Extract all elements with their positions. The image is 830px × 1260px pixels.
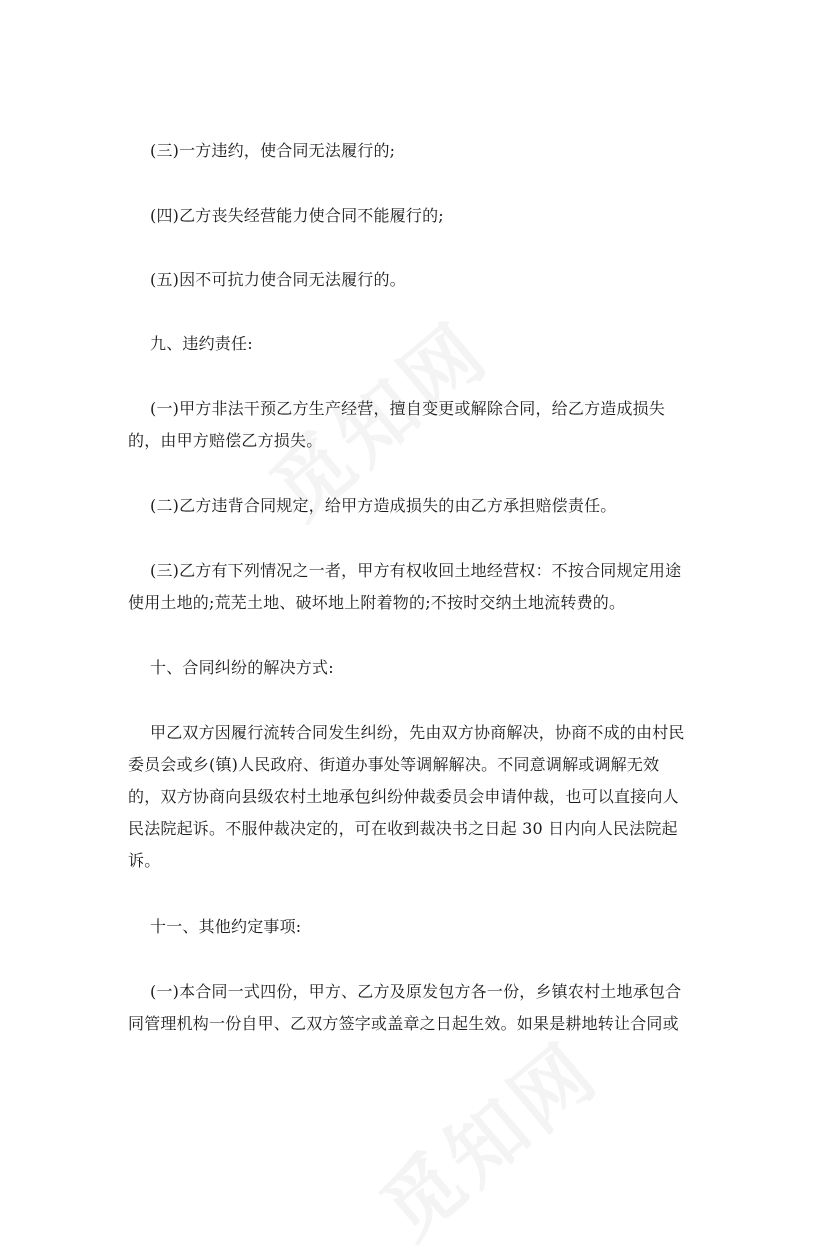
paragraph-item-3 [150, 135, 720, 167]
paragraph-liability-1 [128, 393, 698, 457]
section-heading-dispute [150, 652, 720, 684]
paragraph-dispute [128, 717, 698, 877]
text-line: (一)甲方非法干预乙方生产经营，擅自变更或解除合同，给乙方造成损失 [150, 399, 666, 418]
paragraph-item-4 [150, 200, 720, 232]
text-line: 的，双方协商向县级农村土地承包纠纷仲裁委员会申请仲裁，也可以直接向人 [128, 787, 679, 806]
paragraph-liability-3 [128, 555, 698, 619]
text-line: 十一、其他约定事项: [150, 917, 302, 936]
text-line: (三)乙方有下列情况之一者，甲方有权收回土地经营权：不按合同规定用途 [150, 561, 682, 580]
text-line: (五)因不可抗力使合同无法履行的。 [150, 270, 406, 289]
text-line: 诉。 [128, 851, 161, 870]
paragraph-other-1 [128, 976, 698, 1040]
text-line: 同管理机构一份自甲、乙双方签字或盖章之日起生效。如果是耕地转让合同或 [128, 1014, 679, 1033]
section-heading-other [150, 911, 720, 943]
text-line: 十、合同纠纷的解决方式: [150, 658, 334, 677]
text-line: 委员会或乡(镇)人民政府、街道办事处等调解解决。不同意调解或调解无效 [128, 755, 660, 774]
text-line: 甲乙双方因履行流转合同发生纠纷，先由双方协商解决，协商不成的由村民 [150, 723, 685, 742]
paragraph-item-5 [150, 264, 720, 296]
text-line: (一)本合同一式四份，甲方、乙方及原发包方各一份，乡镇农村土地承包合 [150, 982, 682, 1001]
text-line: (三)一方违约，使合同无法履行的; [150, 141, 396, 160]
section-heading-liability [150, 328, 720, 360]
text-line: 的，由甲方赔偿乙方损失。 [128, 431, 323, 450]
text-line: 九、违约责任: [150, 334, 253, 353]
text-line: 使用土地的;荒芜土地、破坏地上附着物的;不按时交纳土地流转费的。 [128, 593, 626, 612]
watermark-text [353, 1012, 618, 1260]
text-line: (四)乙方丧失经营能力使合同不能履行的; [150, 206, 444, 225]
text-line: 民法院起诉。不服仲裁决定的，可在收到裁决书之日起 30 日内向人民法院起 [128, 819, 678, 838]
paragraph-liability-2 [150, 490, 720, 522]
text-line: (二)乙方违背合同规定，给甲方造成损失的由乙方承担赔偿责任。 [150, 496, 617, 515]
